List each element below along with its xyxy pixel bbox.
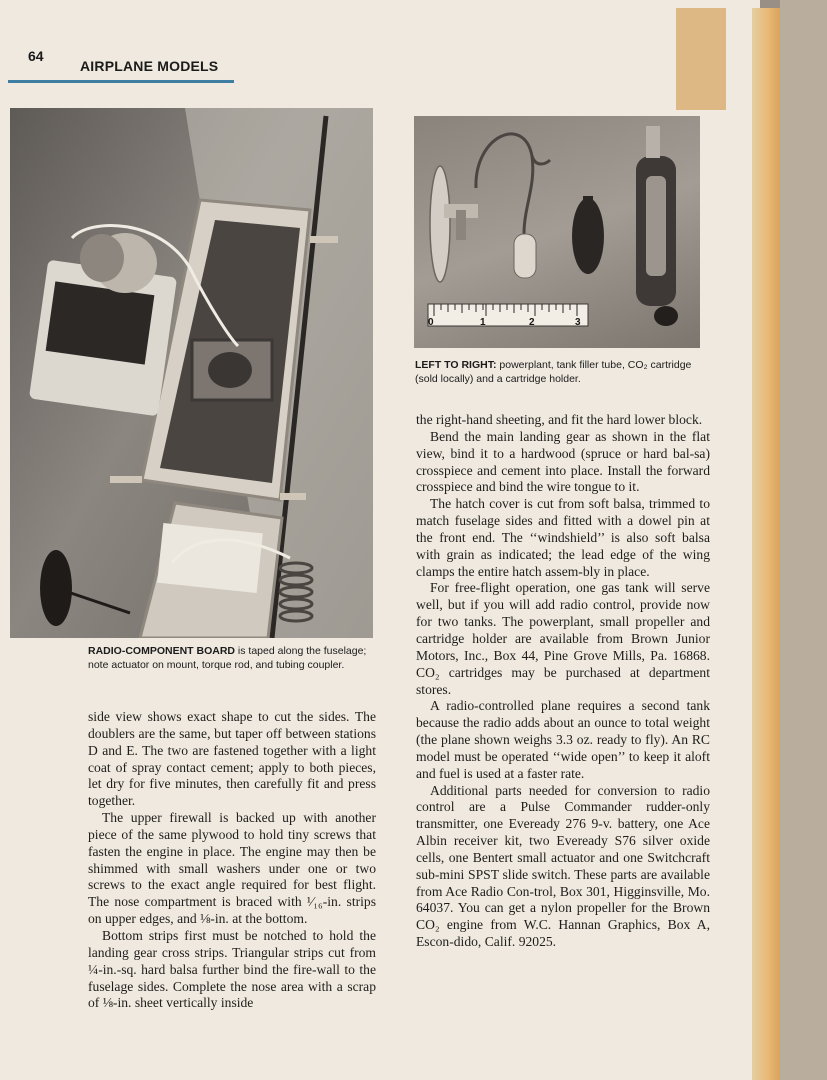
right-caption-text: powerplant, tank filler tube, CO₂ cartridge (sold locally) and a cartridge holder. [415,359,692,385]
paragraph: side view shows exact shape to cut the sides. The doublers are the same, but taper off between stations D and E. The two are fastened together with a light coat of spray contact cement; apply to both pieces, let dry for five minutes, then carefully fit and press together. [88,709,376,809]
tape-strip [676,8,726,110]
paragraph: For free-flight operation, one gas tank will serve well, but if you will add radio control, provide now for two tanks. The powerplant, small propeller and cartridge holder are available from Brown Junior Motors, Inc., Box 44, Pine Grove Mills, Pa. 16868. CO₂ cartridges may be purchased at department stores. [416,580,710,697]
paragraph: the right-hand sheeting, and fit the hard lower block. [416,412,703,427]
right-text-column [416,412,710,951]
right-caption-bold: LEFT TO RIGHT: [415,359,497,371]
fuselage-illustration [10,108,373,638]
page-header [8,46,234,83]
ruler-mark-2: 2 [529,317,535,328]
background-surface [780,0,827,1080]
left-figure-caption [88,644,368,672]
parts-illustration [414,116,700,348]
left-caption-text: is taped along the fuselage; note actuator on mount, torque rod, and tubing coupler. [88,645,367,671]
page-number: 64 [28,48,44,64]
radio-component-board-photo [10,108,373,638]
paragraph: The upper firewall is backed up with another piece of the same plywood to hold tiny screws that fasten the engine in place. The engine may then be shimmed with small washers under one or two screws to the exact angle required for best flight. The nose compartment is braced with ¹⁄₁₆-in. strips on upper edges, and ⅛-in. at the bottom. [88,810,376,927]
running-head: AIRPLANE MODELS [80,58,219,74]
paragraph: The hatch cover is cut from soft balsa, trimmed to match fuselage sides and fitted with a dowel pin at the front end. The ‘‘windshield’’ is also soft balsa with grain as indicated; the lead edge of the wing clamps the entire hatch assem-bly in place. [416,496,710,579]
left-text-column [88,709,376,1012]
ruler-mark-1: 1 [480,317,486,328]
ruler-mark-3: 3 [575,317,581,328]
powerplant-parts-photo [414,116,700,348]
page-edge-stain [752,8,780,1080]
ruler-mark-0: 0 [428,317,434,328]
paragraph: Additional parts needed for conversion to radio control are a Pulse Commander rudder-only transmitter, one Eveready 276 9-v. battery, one Ace Albin receiver kit, two Eveready S76 silver oxide cells, one Bentert small actuator and one Switchcraft sub-mini SPST slide switch. These parts are available from Ace Radio Con-trol, Box 301, Higginsville, Mo. 64037. You can get a nylon propeller for the Brown CO₂ engine from W.C. Hannan Graphics, Box A, Escon-dido, Calif. 92025. [416,782,710,950]
paragraph: A radio-controlled plane requires a second tank because the radio adds about an ounce to total weight (the plane shown weighs 3.3 oz. ready to fly). An RC model must be operated ‘‘wide open’’ to keep it aloft and fuel is used at a faster rate. [416,698,710,781]
right-figure-caption [415,358,705,386]
paragraph: Bottom strips first must be notched to hold the landing gear cross strips. Triangular strips cut from ¼-in.-sq. hard balsa further bind the fire-wall to the fuselage sides. Complete the nose area with a scrap of ⅛-in. sheet vertically inside [88,927,376,1011]
paragraph: Bend the main landing gear as shown in the flat view, bind it to a hardwood (spruce or hard bal-sa) crosspiece and cement into place. Install the forward crosspiece and bind the wire tongue to it. [416,428,710,495]
left-caption-bold: RADIO-COMPONENT BOARD [88,645,235,657]
